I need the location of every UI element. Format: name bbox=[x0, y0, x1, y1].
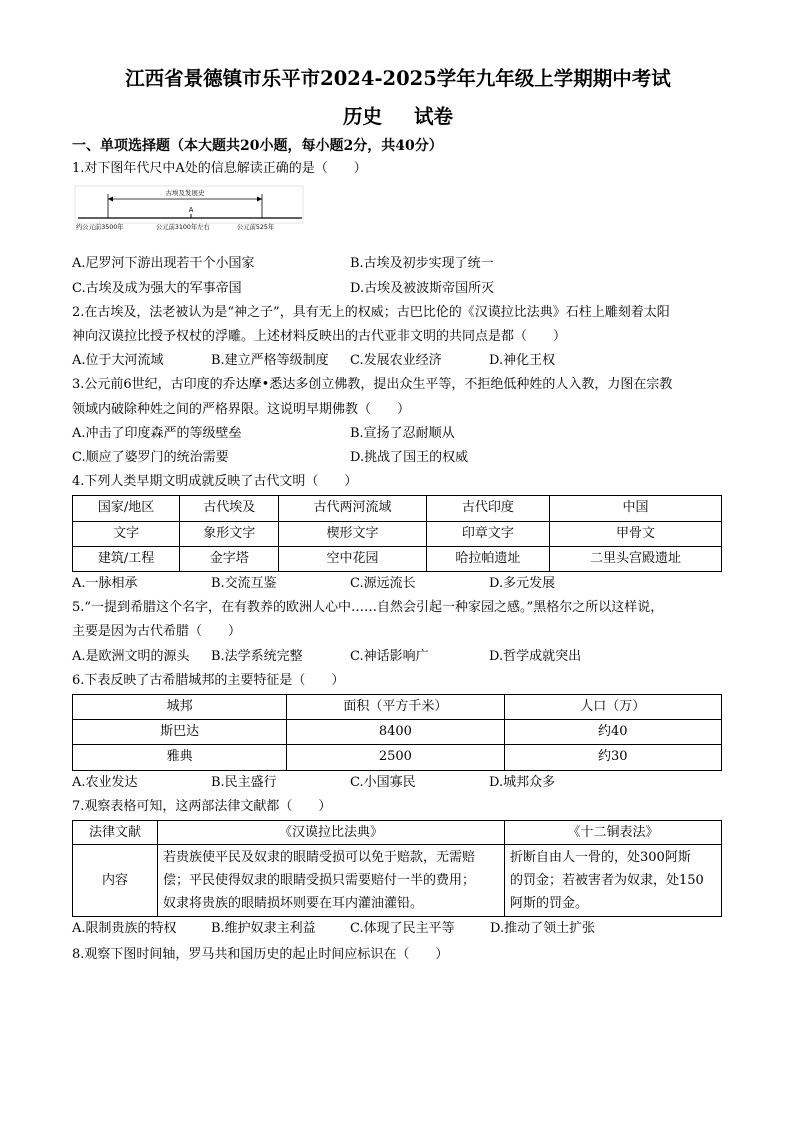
table-row bbox=[73, 695, 722, 720]
option[interactable]: A.尼罗河下游出现若干个小国家 bbox=[72, 256, 255, 272]
question-1-stem: 1.对下图年代尺中A处的信息解读正确的是（ ） bbox=[72, 161, 367, 176]
table-cell: 哈拉帕遗址 bbox=[426, 546, 549, 571]
table-row bbox=[73, 546, 722, 571]
timeline-tick-label-2: 公元前3100年左右 bbox=[156, 224, 210, 232]
question-7-stem: 7.观察表格可知，这两部法律文献都（ ） bbox=[72, 798, 332, 814]
timeline-marker-a: A bbox=[188, 206, 194, 215]
question-3-stem-line-2: 领域内破除种姓之间的严格界限。这说明早期佛教（ ） bbox=[72, 401, 411, 417]
exam-subtitle bbox=[72, 104, 724, 130]
option[interactable]: C.发展农业经济 bbox=[350, 353, 442, 369]
table-cell: 古代埃及 bbox=[180, 496, 279, 521]
subtitle-paper: 试卷 bbox=[414, 105, 454, 128]
question-5-stem-line-2: 主要是因为古代希腊（ ） bbox=[72, 624, 242, 640]
question-8-stem: 8.观察下图时间轴，罗马共和国历史的起止时间应标识在（ ） bbox=[72, 947, 449, 963]
law-comparison-table bbox=[72, 820, 722, 917]
option[interactable]: C.小国寡民 bbox=[350, 774, 416, 790]
table-cell: 斯巴达 bbox=[73, 720, 287, 745]
option[interactable]: A.农业发达 bbox=[72, 774, 138, 790]
option[interactable]: C.源远流长 bbox=[350, 576, 416, 592]
table-cell: 印章文字 bbox=[426, 521, 549, 546]
option[interactable]: A.限制贵族的特权 bbox=[72, 921, 177, 937]
table-cell: 城邦 bbox=[73, 695, 287, 720]
option[interactable]: B.建立严格等级制度 bbox=[211, 353, 329, 369]
question-2-options bbox=[72, 349, 724, 373]
table-cell: 约40 bbox=[504, 720, 721, 745]
table-row bbox=[73, 821, 722, 845]
option[interactable]: D.城邦众多 bbox=[489, 774, 556, 790]
table-cell: 楔形文字 bbox=[279, 521, 427, 546]
timeline-tick-label-1: 约公元前3500年 bbox=[76, 224, 124, 232]
option[interactable]: A.一脉相承 bbox=[72, 576, 138, 592]
question-6-options bbox=[72, 771, 724, 795]
option[interactable]: C.体现了民主平等 bbox=[350, 921, 455, 937]
question-5-options bbox=[72, 645, 724, 669]
question-3-stem-line-1: 3.公元前6世纪，古印度的乔达摩•悉达多创立佛教，提出众生平等，不拒绝低种姓的人入教，力图在宗教 bbox=[72, 377, 673, 393]
option[interactable]: D.推动了领土扩张 bbox=[490, 921, 596, 937]
option[interactable]: D.古埃及被波斯帝国所灭 bbox=[350, 280, 495, 296]
cell-line: 偿；平民使得奴隶的眼睛受损只需要赔付一半的费用； bbox=[163, 873, 476, 889]
table-cell: 《汉谟拉比法典》 bbox=[158, 821, 505, 845]
section-heading: 一、单项选择题（本大题共20小题，每小题2分，共40分） bbox=[72, 138, 443, 154]
table-row bbox=[73, 496, 722, 521]
table-cell: 金字塔 bbox=[180, 546, 279, 571]
table-cell: 法律文献 bbox=[73, 821, 158, 845]
cell-line: 若贵族使平民及奴隶的眼睛受损可以免于赔款，无需赔 bbox=[163, 850, 476, 866]
table-cell: 《十二铜表法》 bbox=[505, 821, 722, 845]
table-cell: 约30 bbox=[504, 745, 721, 770]
question-6-stem: 6.下表反映了古希腊城邦的主要特征是（ ） bbox=[72, 672, 345, 688]
timeline-label: 古埃及发展史 bbox=[165, 189, 205, 198]
question-4-stem: 4.下列人类早期文明成就反映了古代文明（ ） bbox=[72, 474, 358, 490]
option[interactable]: B.古埃及初步实现了统一 bbox=[350, 256, 494, 272]
option[interactable]: B.民主盛行 bbox=[211, 774, 277, 790]
table-cell: 内容 bbox=[73, 845, 158, 917]
table-cell: 古代两河流域 bbox=[279, 496, 427, 521]
option[interactable]: B.交流互鉴 bbox=[211, 576, 277, 592]
table-cell: 二里头宫殿遗址 bbox=[550, 546, 722, 571]
table-row bbox=[73, 521, 722, 546]
table-cell: 8400 bbox=[287, 720, 504, 745]
option[interactable]: B.法学系统完整 bbox=[211, 648, 303, 664]
question-2-stem-line-2: 神向汉谟拉比授予权杖的浮雕。上述材料反映出的古代亚非文明的共同点是都（ ） bbox=[72, 329, 567, 345]
table-cell: 甲骨文 bbox=[550, 521, 722, 546]
exam-title: 江西省景德镇市乐平市2024-2025学年九年级上学期期中考试 bbox=[125, 67, 671, 90]
cell-line: 奴隶将贵族的眼睛损坏则要在耳内灌油灌铅。 bbox=[163, 896, 424, 912]
option[interactable]: D.神化王权 bbox=[489, 353, 556, 369]
table-row bbox=[73, 845, 722, 917]
option[interactable]: D.挑战了国王的权威 bbox=[350, 450, 469, 466]
table-cell: 人口（万） bbox=[504, 695, 721, 720]
timeline-tick-label-3: 公元前525年 bbox=[237, 224, 275, 232]
table-cell: 空中花园 bbox=[279, 546, 427, 571]
table-cell: 古代印度 bbox=[426, 496, 549, 521]
option[interactable]: A.位于大河流域 bbox=[72, 353, 164, 369]
option[interactable]: B.宣扬了忍耐顺从 bbox=[350, 425, 455, 441]
question-1-options bbox=[72, 252, 724, 300]
option[interactable]: A.冲击了印度森严的等级壁垒 bbox=[72, 425, 242, 441]
table-cell: 象形文字 bbox=[180, 521, 279, 546]
city-state-table bbox=[72, 694, 722, 771]
table-cell: 中国 bbox=[550, 496, 722, 521]
option[interactable]: C.神话影响广 bbox=[350, 648, 429, 664]
cell-line: 折断自由人一骨的，处300阿斯 bbox=[510, 850, 691, 866]
option[interactable]: C.顺应了婆罗门的统治需要 bbox=[72, 450, 229, 466]
table-cell: 文字 bbox=[73, 521, 180, 546]
option[interactable]: D.多元发展 bbox=[489, 576, 556, 592]
option[interactable]: B.维护奴隶主利益 bbox=[211, 921, 316, 937]
question-2-stem-line-1: 2.在古埃及，法老被认为是“神之子”，具有无上的权威；古巴比伦的《汉谟拉比法典》石柱上雕刻着太阳 bbox=[72, 304, 670, 320]
civilization-table bbox=[72, 495, 722, 572]
table-cell: 国家/地区 bbox=[73, 496, 180, 521]
option[interactable]: A.是欧洲文明的源头 bbox=[72, 648, 190, 664]
subtitle-subject: 历史 bbox=[342, 105, 382, 128]
question-5-stem-line-1: 5.“一提到希腊这个名字，在有教养的欧洲人心中……自然会引起一种家园之感。”黑格尔之所以这样说， bbox=[72, 600, 664, 616]
timeline-figure bbox=[74, 185, 304, 233]
table-row bbox=[73, 720, 722, 745]
option[interactable]: C.古埃及成为强大的军事帝国 bbox=[72, 280, 242, 296]
cell-line: 的罚金；若被害者为奴隶，处150 bbox=[510, 873, 704, 889]
table-cell: 面积（平方千米） bbox=[287, 695, 504, 720]
question-4-options bbox=[72, 572, 724, 596]
table-cell: 2500 bbox=[287, 745, 504, 770]
table-cell: 雅典 bbox=[73, 745, 287, 770]
table-cell bbox=[505, 845, 722, 917]
exam-page bbox=[72, 66, 724, 967]
option[interactable]: D.哲学成就突出 bbox=[489, 648, 582, 664]
cell-line: 阿斯的罚金。 bbox=[510, 896, 589, 912]
table-cell: 建筑/工程 bbox=[73, 546, 180, 571]
question-3-options bbox=[72, 422, 724, 470]
table-cell bbox=[158, 845, 505, 917]
table-row bbox=[73, 745, 722, 770]
question-7-options bbox=[72, 917, 724, 941]
